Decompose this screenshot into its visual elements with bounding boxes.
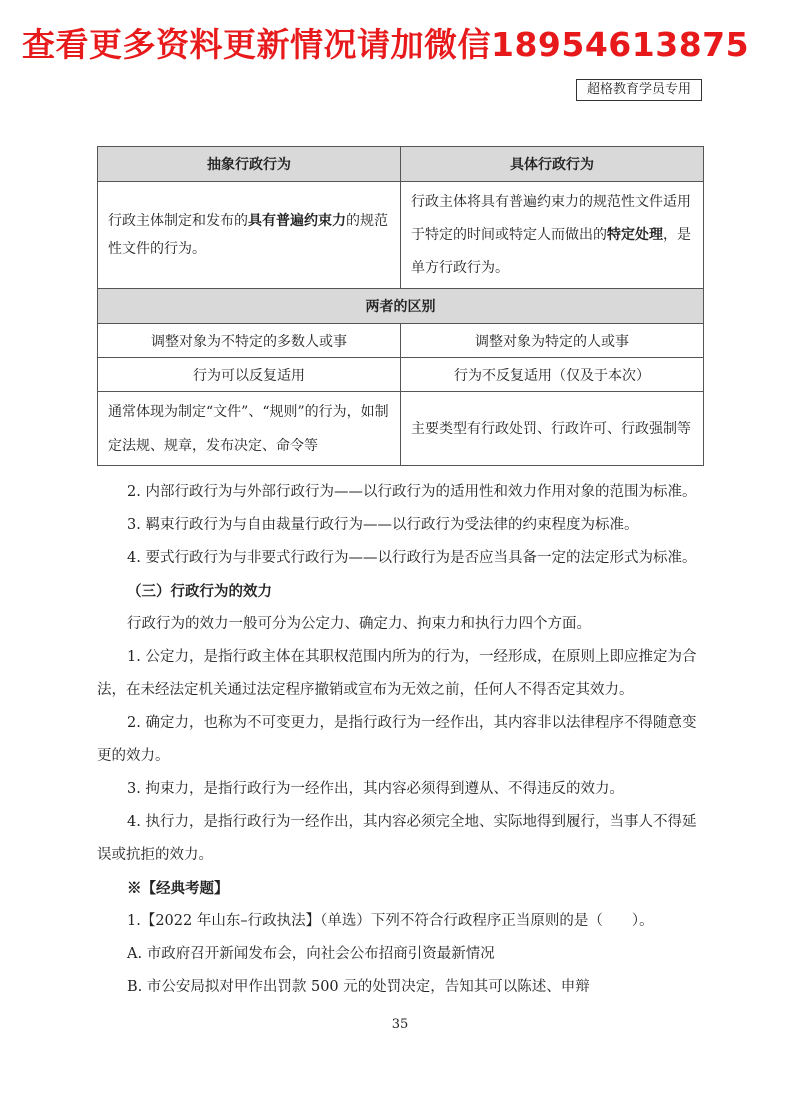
body-content <box>97 476 707 1004</box>
abstract-def-pre: 行政主体制定和发布的 <box>108 213 248 229</box>
row-left-cell: 行为可以反复适用 <box>98 358 401 392</box>
exam-question: 1.【2022 年山东–行政执法】（单选）下列不符合行政程序正当原则的是（ ）。 <box>127 913 654 929</box>
abstract-definition <box>98 182 401 289</box>
row-right-cell: 调整对象为特定的人或事 <box>401 324 704 358</box>
table-row <box>98 358 704 392</box>
usage-tag: 超格教育学员专用 <box>576 79 702 101</box>
exam-title: ※【经典考题】 <box>127 880 229 897</box>
row-right-cell: 行为不反复适用（仅及于本次） <box>401 358 704 392</box>
difference-header: 两者的区别 <box>98 289 704 324</box>
concrete-def-bold: 特定处理 <box>607 226 663 243</box>
section-title: （三）行政行为的效力 <box>127 583 272 600</box>
page-number: 35 <box>391 1017 409 1032</box>
table-row <box>98 392 704 466</box>
paragraph: 4. 要式行政行为与非要式行政行为——以行政行为是否应当具备一定的法定形式为标准。 <box>127 550 697 566</box>
exam-option: B. 市公安局拟对甲作出罚款 500 元的处罚决定，告知其可以陈述、申辩 <box>127 979 590 995</box>
row-right-cell: 主要类型有行政处罚、行政许可、行政强制等 <box>401 392 704 466</box>
col-header-concrete: 具体行政行为 <box>401 147 704 182</box>
concrete-definition <box>401 182 704 289</box>
comparison-table <box>97 146 704 466</box>
col-header-abstract: 抽象行政行为 <box>98 147 401 182</box>
paragraph: 3. 羁束行政行为与自由裁量行政行为——以行政行为受法律的约束程度为标准。 <box>127 517 639 533</box>
effect-item: 3. 拘束力，是指行政行为一经作出，其内容必须得到遵从、不得违反的效力。 <box>127 781 624 797</box>
abstract-def-post: 的规范性文件的行为。 <box>108 213 388 257</box>
paragraph: 2. 内部行政行为与外部行政行为——以行政行为的适用性和效力作用对象的范围为标准。 <box>127 484 697 500</box>
row-left-cell: 通常体现为制定“文件”、“规则”的行为，如制定法规、规章，发布决定、命令等 <box>98 392 401 466</box>
exam-option: A. 市政府召开新闻发布会，向社会公布招商引资最新情况 <box>127 946 495 962</box>
watermark-banner: 查看更多资料更新情况请加微信18954613875 <box>22 25 750 64</box>
effect-item: 1. 公定力，是指行政主体在其职权范围内所为的行为，一经形成，在原则上即应推定为合法，在未经法定机关通过法定程序撤销或宣布为无效之前，任何人不得否定其效力。 <box>97 649 697 698</box>
abstract-def-bold: 具有普遍约束力 <box>248 213 346 229</box>
concrete-def-post: ，是单方行政行为。 <box>411 226 691 276</box>
effect-item: 2. 确定力，也称为不可变更力，是指行政行为一经作出，其内容非以法律程序不得随意变更的效力。 <box>97 715 697 764</box>
effect-item: 4. 执行力，是指行政行为一经作出，其内容必须完全地、实际地得到履行，当事人不得延误或抗拒的效力。 <box>97 814 697 863</box>
effect-intro: 行政行为的效力一般可分为公定力、确定力、拘束力和执行力四个方面。 <box>127 616 591 632</box>
concrete-def-pre: 行政主体将具有普遍约束力的规范性文件适用于特定的时间或特定人而做出的 <box>411 193 691 243</box>
row-left-cell: 调整对象为不特定的多数人或事 <box>98 324 401 358</box>
table-row <box>98 324 704 358</box>
